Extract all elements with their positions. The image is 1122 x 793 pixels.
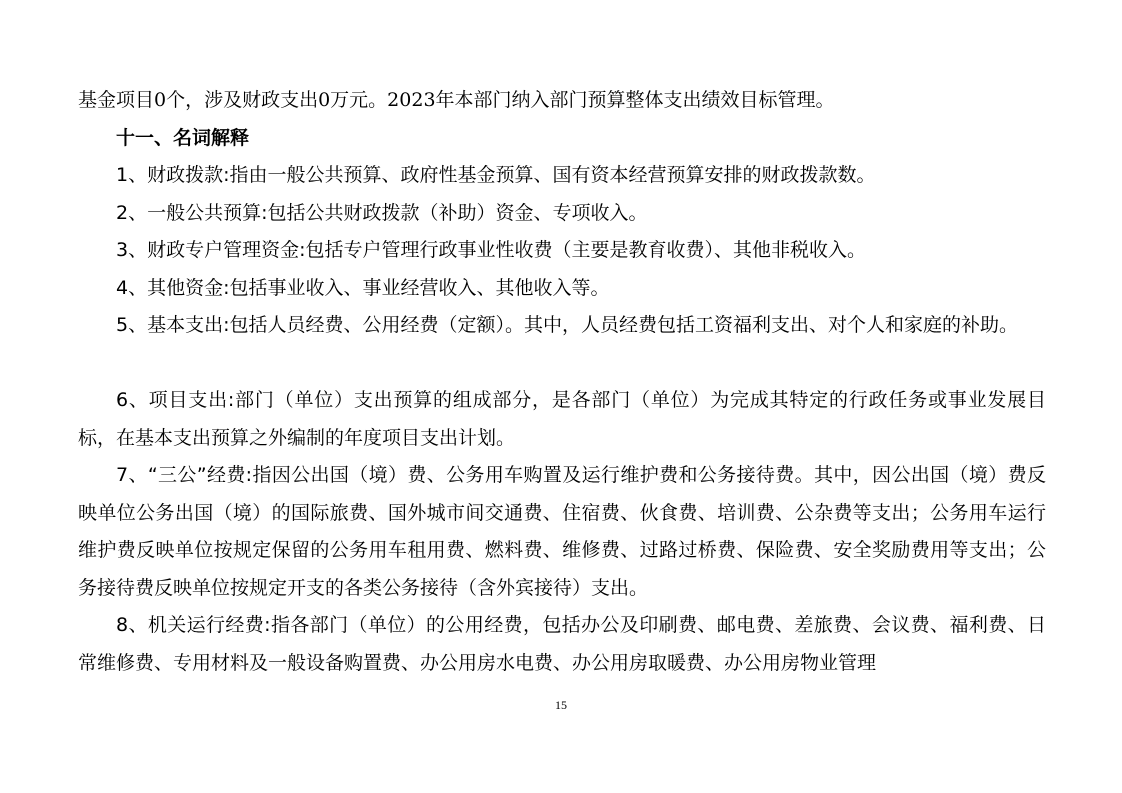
paragraph-intro-text: 基金项目0个，涉及财政支出0万元。2023年本部门纳入部门预算整体支出绩效目标管理。 <box>78 89 835 111</box>
definition-5 <box>78 307 1046 345</box>
definition-term: 8、机关运行经费: <box>116 614 271 636</box>
section-heading-text: 十一、名词解释 <box>116 127 250 149</box>
section-heading <box>78 120 1046 158</box>
definition-text: 包括人员经费、公用经费（定额）。其中，人员经费包括工资福利支出、对个人和家庭的补助。 <box>229 314 1019 336</box>
definition-text: 部门（单位）支出预算的组成部分，是各部门（单位）为完成其特定的行政任务或事业发展目标，在基本支出预算之外编制的年度项目支出计划。 <box>78 389 1046 449</box>
definition-1 <box>78 157 1046 195</box>
paragraph-intro <box>78 82 1046 120</box>
definition-6 <box>78 382 1046 457</box>
definition-term: 4、其他资金: <box>116 277 230 299</box>
definition-term: 5、基本支出: <box>116 314 230 336</box>
definition-term: 1、财政拨款: <box>116 164 230 186</box>
definition-term: 3、财政专户管理资金: <box>116 239 306 261</box>
definition-text: 包括公共财政拨款（补助）资金、专项收入。 <box>267 202 648 224</box>
definition-7 <box>78 457 1046 607</box>
page-number: 15 <box>555 698 567 712</box>
definition-2 <box>78 195 1046 233</box>
definition-text: 指各部门（单位）的公用经费，包括办公及印刷费、邮电费、差旅费、会议费、福利费、日常维修费、专用材料及一般设备购置费、办公用房水电费、办公用房取暖费、办公用房物业管理 <box>78 614 1046 674</box>
definition-text: 包括事业收入、事业经营收入、其他收入等。 <box>229 277 610 299</box>
definition-text: 指因公出国（境）费、公务用车购置及运行维护费和公务接待费。其中，因公出国（境）费反映单位公务出国（境）的国际旅费、国外城市间交通费、住宿费、伙食费、培训费、公杂费等支出；公务用车运行维护费反映单位按规定保留的公务用车租用费、燃料费、维修费、过路过桥费、保险费、安全奖励费用等支出；公务接待费反映单位按规定开支的各类公务接待（含外宾接待）支出。 <box>78 464 1046 599</box>
definition-term: 2、一般公共预算: <box>116 202 268 224</box>
definition-4 <box>78 270 1046 308</box>
definition-8 <box>78 607 1046 682</box>
definition-text: 包括专户管理行政事业性收费（主要是教育收费）、其他非税收入。 <box>305 239 867 261</box>
definition-text: 指由一般公共预算、政府性基金预算、国有资本经营预算安排的财政拨款数。 <box>229 164 876 186</box>
definition-term: 6、项目支出: <box>116 389 235 411</box>
definition-3 <box>78 232 1046 270</box>
definition-term: 7、“三公”经费: <box>116 464 253 486</box>
